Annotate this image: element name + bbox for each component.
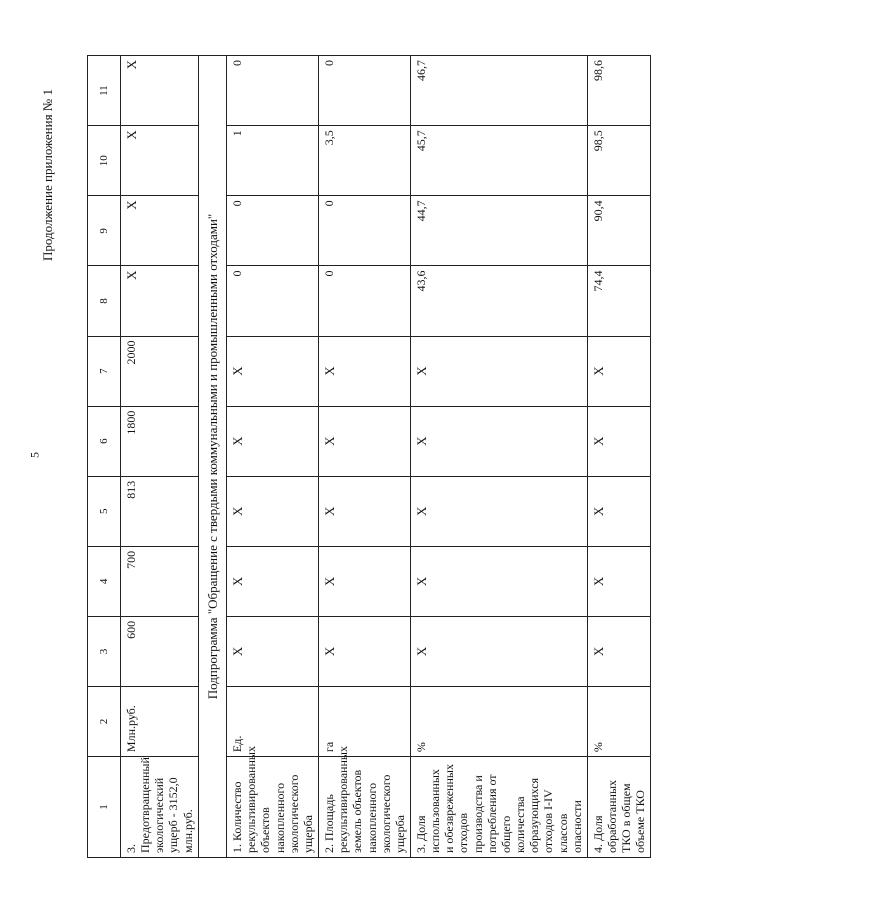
- header-cell: 10: [88, 126, 121, 196]
- value-cell: 90,4: [587, 196, 651, 266]
- header-cell: 9: [88, 196, 121, 266]
- header-cell: 5: [88, 476, 121, 546]
- header-cell: 3: [88, 616, 121, 686]
- indicators-table-container: [87, 55, 890, 853]
- value-cell: X: [319, 406, 411, 476]
- value-cell: 1: [227, 126, 319, 196]
- value-cell: 0: [227, 266, 319, 336]
- table-row: [319, 56, 411, 858]
- header-cell: 4: [88, 546, 121, 616]
- value-cell: 0: [319, 196, 411, 266]
- value-cell: 44,7: [410, 196, 587, 266]
- value-cell: X: [227, 476, 319, 546]
- value-cell: X: [319, 616, 411, 686]
- value-cell: X: [121, 126, 199, 196]
- value-cell: X: [121, 56, 199, 126]
- unit-cell: Млн.руб.: [121, 687, 199, 757]
- indicator-name: 2. Площадь рекультивированных земель объектов накопленного экологического ущерба: [319, 757, 411, 858]
- value-cell: X: [587, 616, 651, 686]
- indicator-name: 4. Доля обработанных ТКО в общем объеме ТКО: [587, 757, 651, 858]
- value-cell: 0: [319, 56, 411, 126]
- table-row: [587, 56, 651, 858]
- subprogram-title: Подпрограмма "Обращение с твердыми коммунальными и промышленными отходами": [198, 56, 226, 858]
- value-cell: 43,6: [410, 266, 587, 336]
- value-cell: X: [121, 266, 199, 336]
- indicator-name: 3. Предотвращенный экологический ущерб - 3152,0 млн.руб.: [121, 757, 199, 858]
- header-cell: 7: [88, 336, 121, 406]
- value-cell: 0: [319, 266, 411, 336]
- header-cell: 8: [88, 266, 121, 336]
- value-cell: X: [121, 196, 199, 266]
- value-cell: 3,5: [319, 126, 411, 196]
- value-cell: 813: [121, 476, 199, 546]
- header-cell: 6: [88, 406, 121, 476]
- table-row: [121, 56, 199, 858]
- unit-cell: %: [587, 687, 651, 757]
- value-cell: 0: [227, 56, 319, 126]
- value-cell: X: [587, 336, 651, 406]
- value-cell: X: [410, 476, 587, 546]
- value-cell: 0: [227, 196, 319, 266]
- value-cell: X: [410, 336, 587, 406]
- value-cell: 2000: [121, 336, 199, 406]
- header-row: [88, 56, 121, 858]
- value-cell: X: [227, 336, 319, 406]
- value-cell: X: [227, 406, 319, 476]
- value-cell: X: [227, 546, 319, 616]
- value-cell: X: [319, 546, 411, 616]
- value-cell: 600: [121, 616, 199, 686]
- subprogram-row: [198, 56, 226, 858]
- unit-cell: %: [410, 687, 587, 757]
- unit-cell: га: [319, 687, 411, 757]
- page-number: 5: [27, 452, 42, 458]
- continuation-label: Продолжение приложения № 1: [40, 89, 55, 261]
- value-cell: X: [587, 546, 651, 616]
- header-cell: 11: [88, 56, 121, 126]
- value-cell: 98,6: [587, 56, 651, 126]
- value-cell: X: [319, 336, 411, 406]
- table-row: [227, 56, 319, 858]
- unit-cell: Ед.: [227, 687, 319, 757]
- value-cell: 74,4: [587, 266, 651, 336]
- table-row: [410, 56, 587, 858]
- header-cell: 1: [88, 757, 121, 858]
- value-cell: X: [587, 476, 651, 546]
- header-cell: 2: [88, 687, 121, 757]
- value-cell: X: [587, 406, 651, 476]
- value-cell: 98,5: [587, 126, 651, 196]
- value-cell: 1800: [121, 406, 199, 476]
- value-cell: X: [410, 546, 587, 616]
- indicator-name: 3. Доля использованных и обезвреженных отходов производства и потребления от общего количества образующихся отходов I-IV классов опасности: [410, 757, 587, 858]
- value-cell: 46,7: [410, 56, 587, 126]
- value-cell: X: [410, 616, 587, 686]
- value-cell: 45,7: [410, 126, 587, 196]
- value-cell: 700: [121, 546, 199, 616]
- indicator-name: 1. Количество рекультивированных объектов накопленного экологического ущерба: [227, 757, 319, 858]
- value-cell: X: [319, 476, 411, 546]
- value-cell: X: [227, 616, 319, 686]
- indicators-table: [87, 55, 651, 858]
- value-cell: X: [410, 406, 587, 476]
